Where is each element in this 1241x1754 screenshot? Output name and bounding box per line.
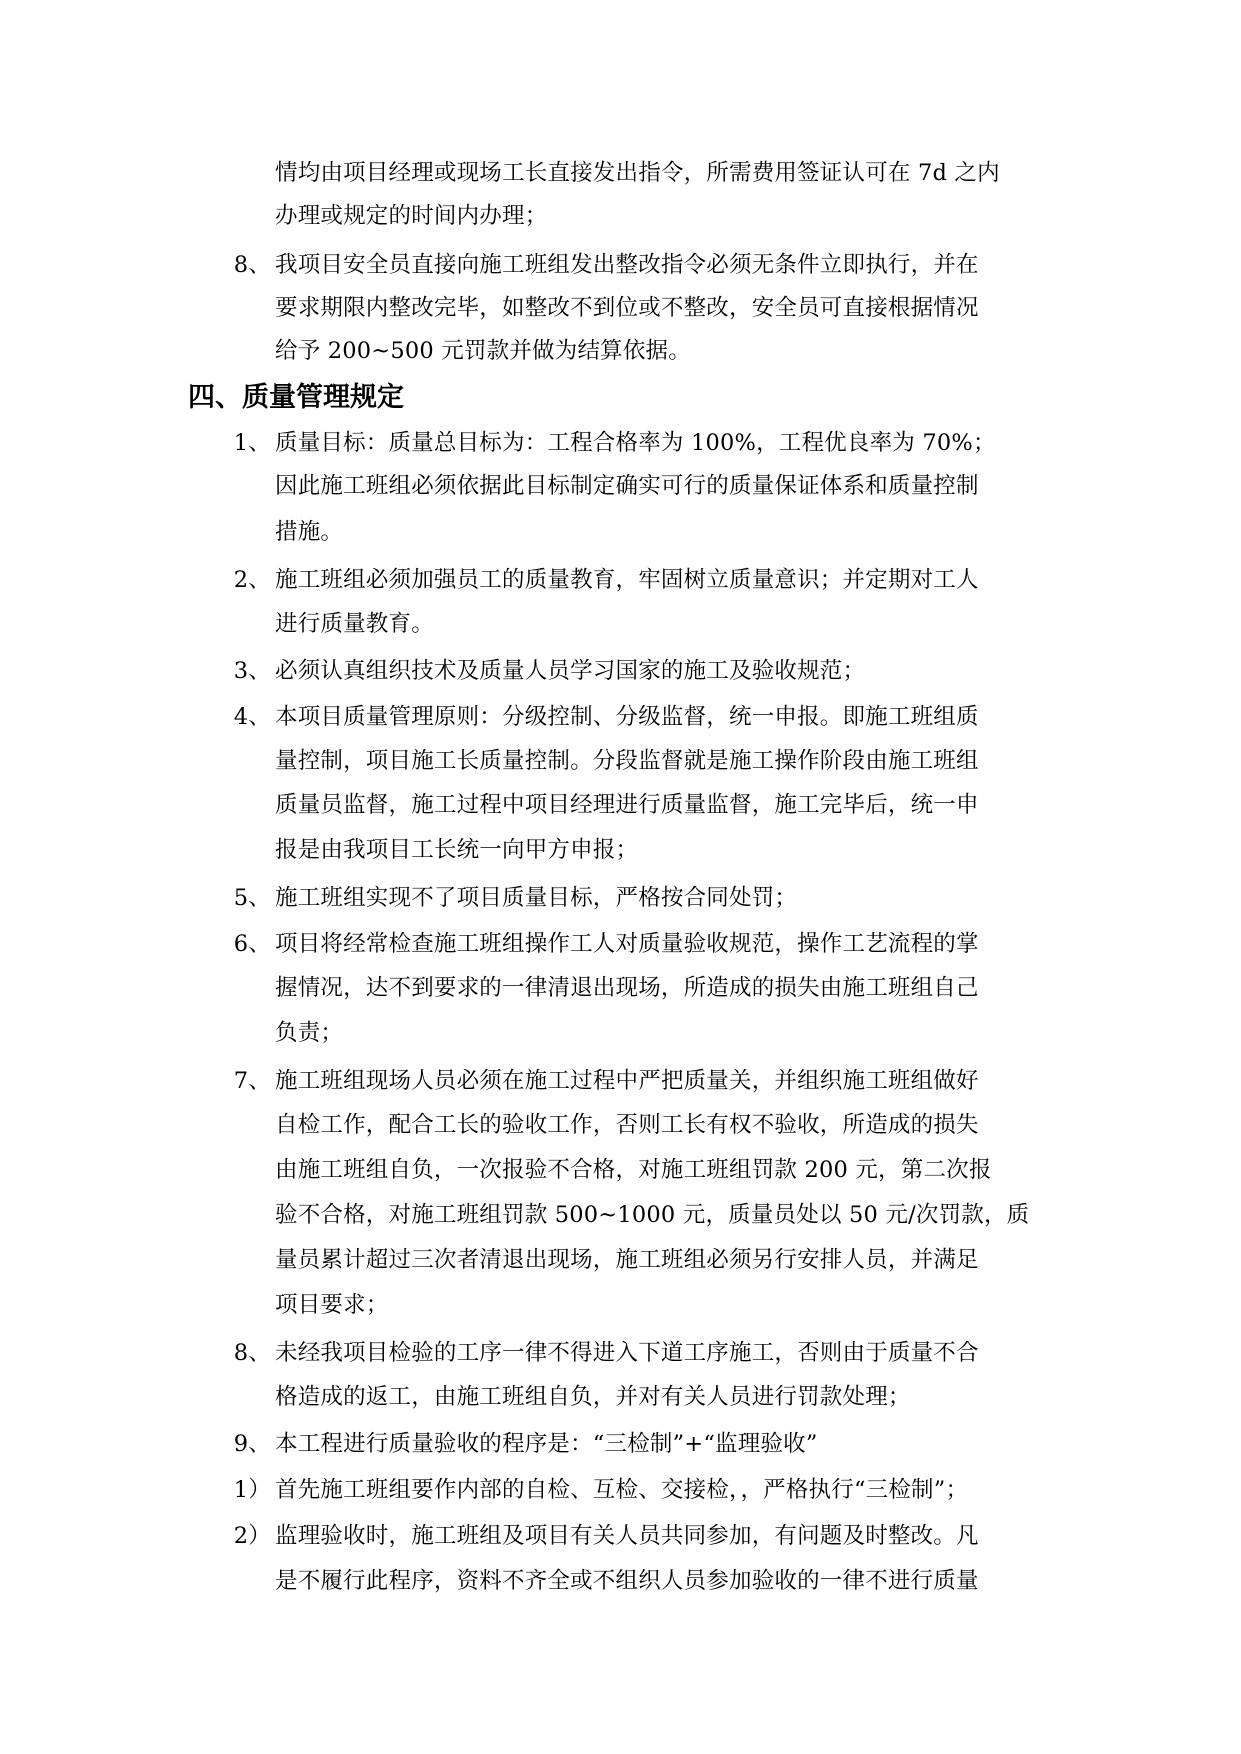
continuation-line-1: 情均由项目经理或现场工长直接发出指令，所需费用签证认可在 7d 之内 xyxy=(275,160,1000,186)
prev-item-8-line-2: 要求期限内整改完毕，如整改不到位或不整改，安全员可直接根据情况 xyxy=(275,295,979,321)
item-1-line-2: 因此施工班组必须依据此目标制定确实可行的质量保证体系和质量控制 xyxy=(275,473,979,499)
continuation-line-2: 办理或规定的时间内办理； xyxy=(275,203,548,229)
item-6-line-2: 握情况，达不到要求的一律清退出现场，所造成的损失由施工班组自己 xyxy=(275,975,979,1001)
sub-item-2-line-2: 是不履行此程序，资料不齐全或不组织人员参加验收的一律不进行质量 xyxy=(275,1568,979,1594)
item-1-line-1: 质量目标：质量总目标为：工程合格率为 100%，工程优良率为 70%； xyxy=(275,430,996,456)
sub-item-1-number: 1） xyxy=(233,1477,271,1503)
item-6-number: 6、 xyxy=(233,931,271,957)
item-4-line-3: 质量员监督，施工过程中项目经理进行质量监督，施工完毕后，统一申 xyxy=(275,792,979,818)
item-9-line-1: 本工程进行质量验收的程序是：“三检制”+“监理验收” xyxy=(275,1431,818,1457)
item-1-number: 1、 xyxy=(233,430,271,456)
prev-item-8-number: 8、 xyxy=(233,252,271,278)
item-4-number: 4、 xyxy=(233,704,271,730)
item-7-line-3: 由施工班组自负，一次报验不合格，对施工班组罚款 200 元，第二次报 xyxy=(275,1157,992,1183)
item-7-line-2: 自检工作，配合工长的验收工作，否则工长有权不验收，所造成的损失 xyxy=(275,1112,979,1138)
item-7-line-4: 验不合格，对施工班组罚款 500~1000 元，质量员处以 50 元/次罚款，质 xyxy=(275,1202,1030,1228)
item-7-number: 7、 xyxy=(233,1068,271,1094)
item-2-line-2: 进行质量教育。 xyxy=(275,611,434,637)
item-4-line-2: 量控制，项目施工长质量控制。分段监督就是施工操作阶段由施工班组 xyxy=(275,748,979,774)
item-5-line-1: 施工班组实现不了项目质量目标，严格按合同处罚； xyxy=(275,885,798,911)
sub-item-2-number: 2） xyxy=(233,1523,271,1549)
item-8-number: 8、 xyxy=(233,1340,271,1366)
item-7-line-1: 施工班组现场人员必须在施工过程中严把质量关，并组织施工班组做好 xyxy=(275,1068,979,1094)
prev-item-8-line-3: 给予 200~500 元罚款并做为结算依据。 xyxy=(275,338,691,364)
item-8-line-2: 格造成的返工，由施工班组自负，并对有关人员进行罚款处理； xyxy=(275,1384,911,1410)
item-6-line-3: 负责； xyxy=(275,1020,344,1046)
item-3-line-1: 必须认真组织技术及质量人员学习国家的施工及验收规范； xyxy=(275,658,866,684)
item-3-number: 3、 xyxy=(233,658,271,684)
item-4-line-1: 本项目质量管理原则：分级控制、分级监督，统一申报。即施工班组质 xyxy=(275,704,979,730)
section-heading: 四、质量管理规定 xyxy=(188,382,404,413)
item-2-number: 2、 xyxy=(233,567,271,593)
sub-item-2-line-1: 监理验收时，施工班组及项目有关人员共同参加，有问题及时整改。凡 xyxy=(275,1523,979,1549)
item-8-line-1: 未经我项目检验的工序一律不得进入下道工序施工，否则由于质量不合 xyxy=(275,1340,979,1366)
item-1-line-3: 措施。 xyxy=(275,519,344,545)
item-9-number: 9、 xyxy=(233,1431,271,1457)
sub-item-1-line-1: 首先施工班组要作内部的自检、互检、交接检，，严格执行“三检制”； xyxy=(275,1477,969,1503)
item-5-number: 5、 xyxy=(233,885,271,911)
prev-item-8-line-1: 我项目安全员直接向施工班组发出整改指令必须无条件立即执行，并在 xyxy=(275,252,979,278)
item-7-line-6: 项目要求； xyxy=(275,1292,389,1318)
item-2-line-1: 施工班组必须加强员工的质量教育，牢固树立质量意识；并定期对工人 xyxy=(275,567,979,593)
item-6-line-1: 项目将经常检查施工班组操作工人对质量验收规范，操作工艺流程的掌 xyxy=(275,931,979,957)
item-4-line-4: 报是由我项目工长统一向甲方申报； xyxy=(275,837,639,863)
item-7-line-5: 量员累计超过三次者清退出现场，施工班组必须另行安排人员，并满足 xyxy=(275,1247,979,1273)
